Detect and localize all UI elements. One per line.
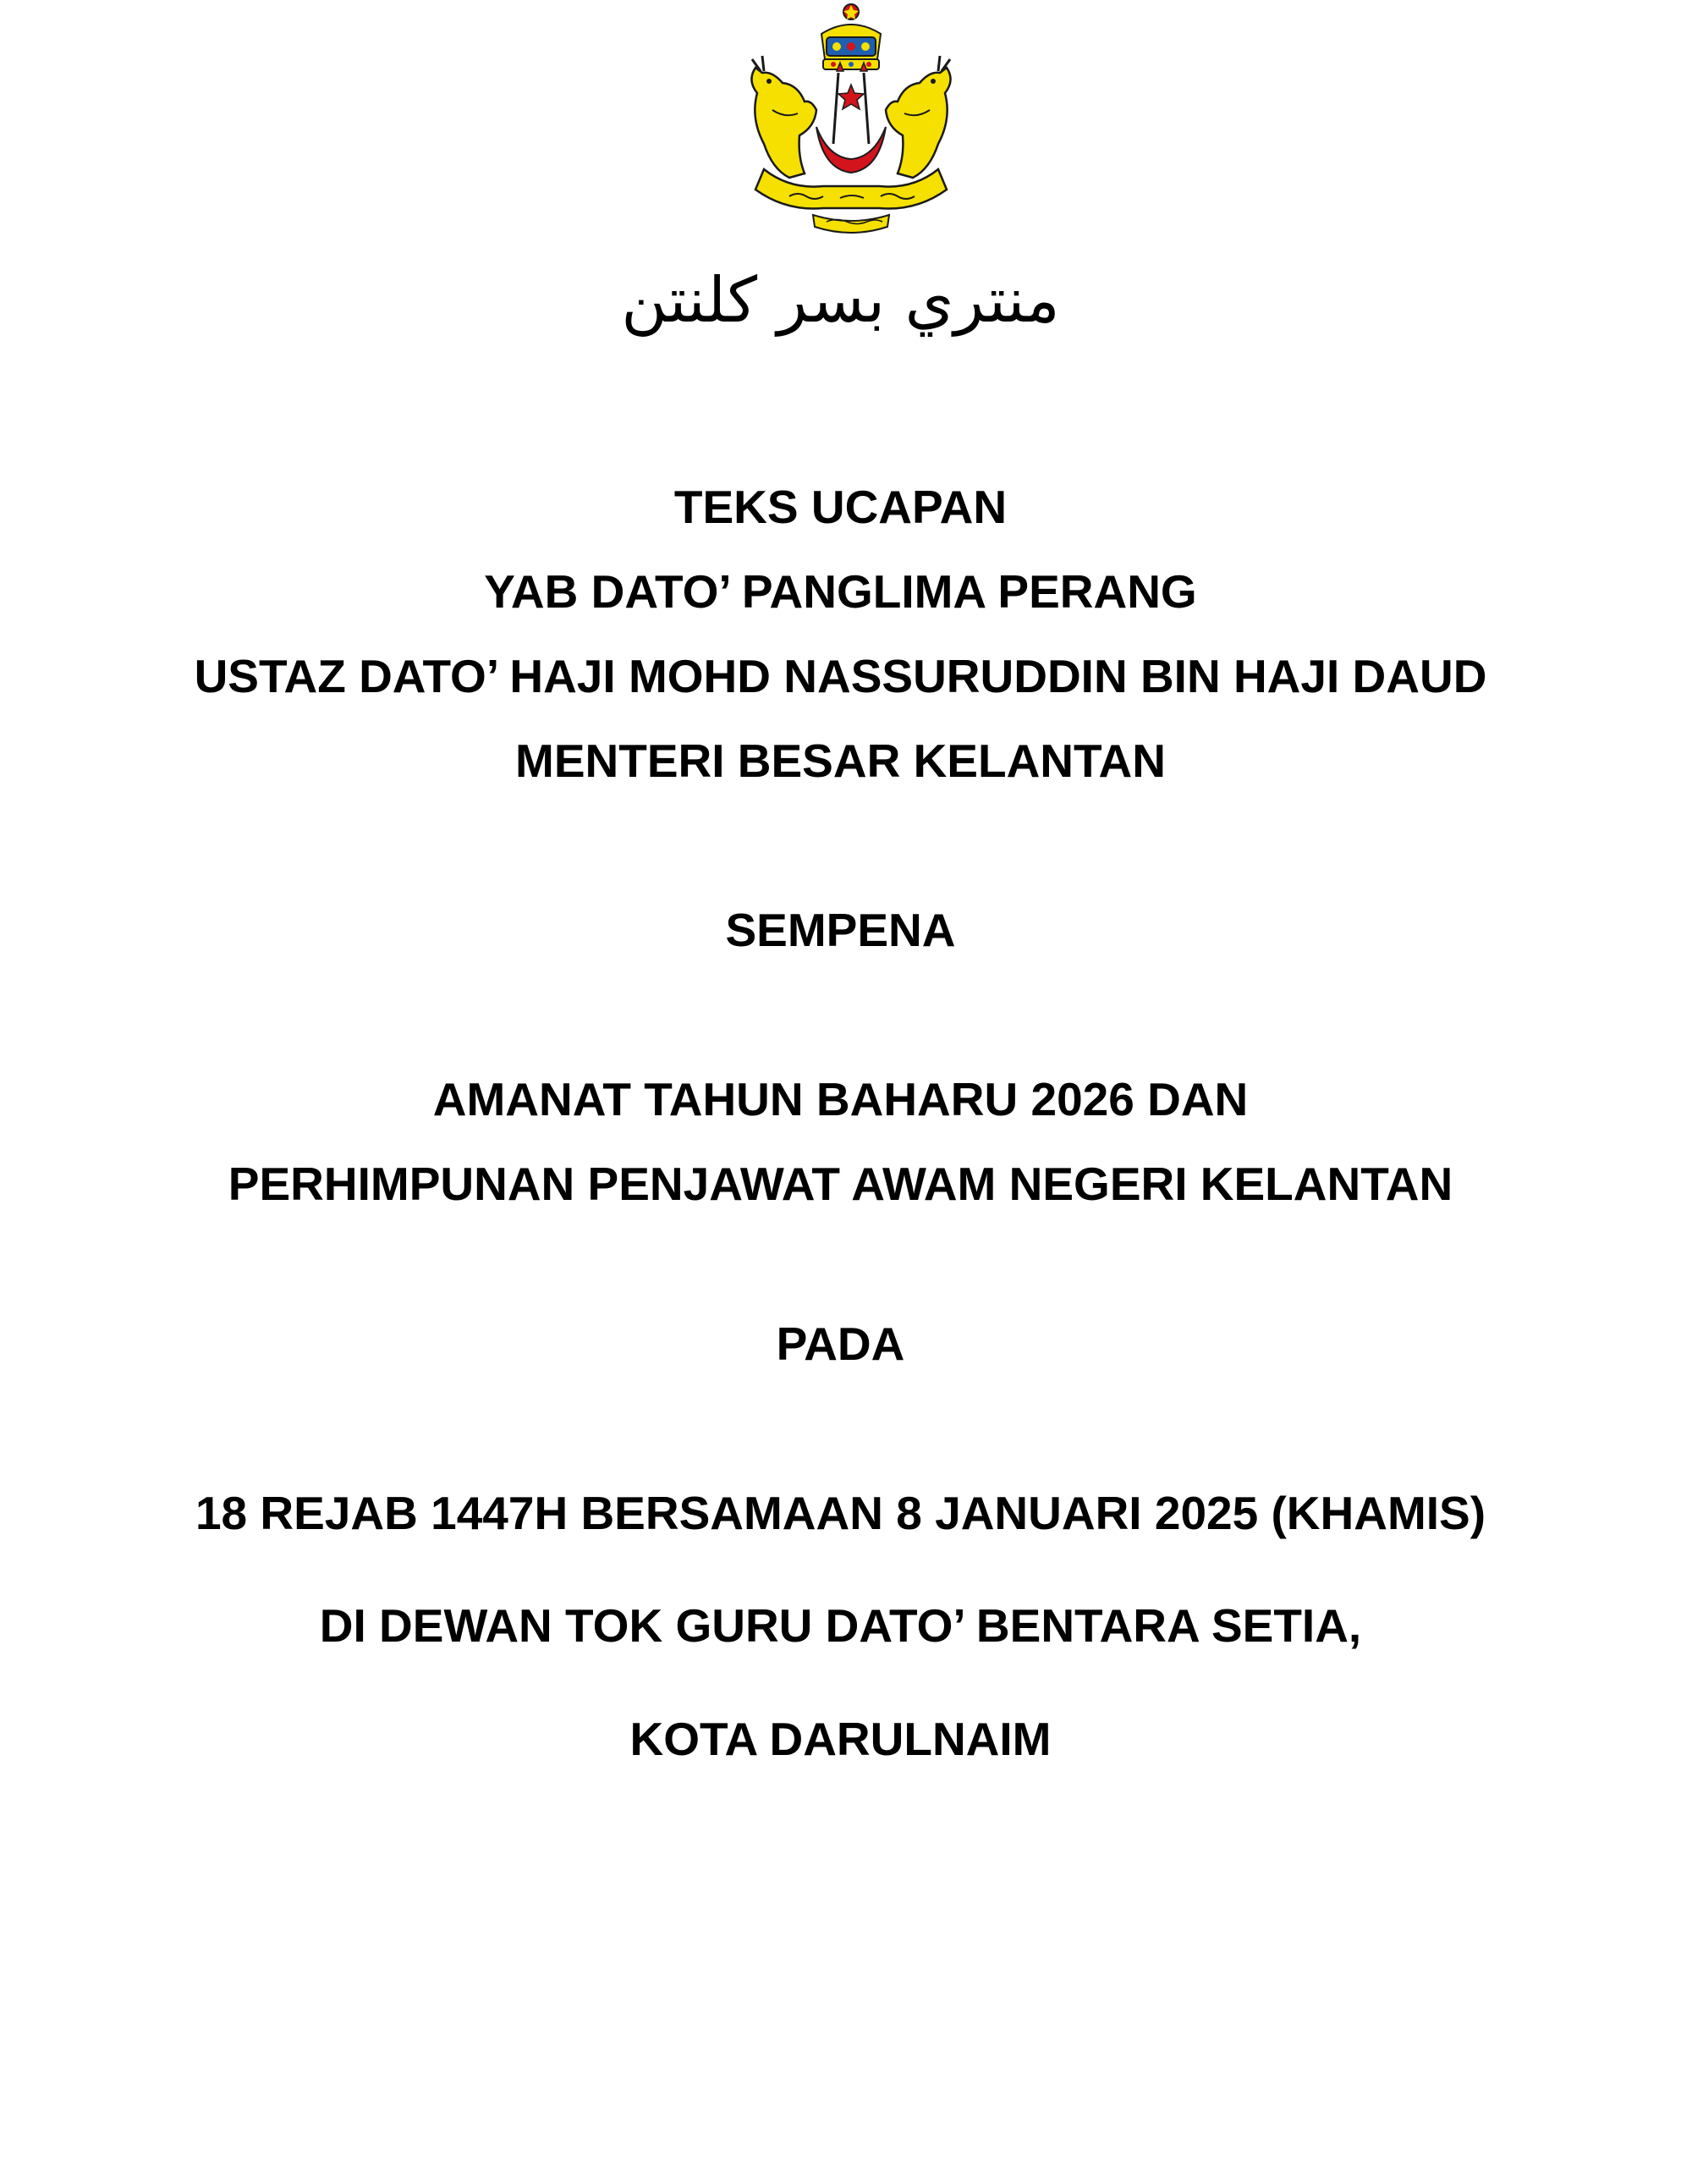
kelantan-crest-emblem	[739, 0, 964, 237]
right-deer-supporter	[886, 56, 951, 178]
event-name-line1: AMANAT TAHUN BAHARU 2026 DAN	[432, 1073, 1249, 1125]
venue-line1: DI DEWAN TOK GURU DATO’ BENTARA SETIA,	[319, 1599, 1362, 1652]
speaker-title: YAB DATO’ PANGLIMA PERANG	[484, 565, 1197, 618]
jawi-title: منتري بسر كلنتن	[621, 264, 1060, 337]
event-name-line2: PERHIMPUNAN PENJAWAT AWAM NEGERI KELANTAN	[228, 1158, 1453, 1210]
date-connector: PADA	[776, 1318, 905, 1370]
event-date: 18 REJAB 1447H BERSAMAAN 8 JANUARI 2025 (KHAMIS)	[195, 1487, 1486, 1539]
crescent-star-icon	[816, 63, 886, 173]
motto-ribbon	[755, 169, 947, 233]
occasion-connector: SEMPENA	[725, 904, 956, 956]
crown-icon	[821, 4, 881, 69]
speech-heading: TEKS UCAPAN	[673, 481, 1008, 533]
speaker-position: MENTERI BESAR KELANTAN	[515, 734, 1166, 787]
speaker-name: USTAZ DATO’ HAJI MOHD NASSURUDDIN BIN HAJI DAUD	[194, 650, 1487, 702]
venue-line2: KOTA DARULNAIM	[629, 1713, 1052, 1765]
left-deer-supporter	[751, 56, 816, 178]
